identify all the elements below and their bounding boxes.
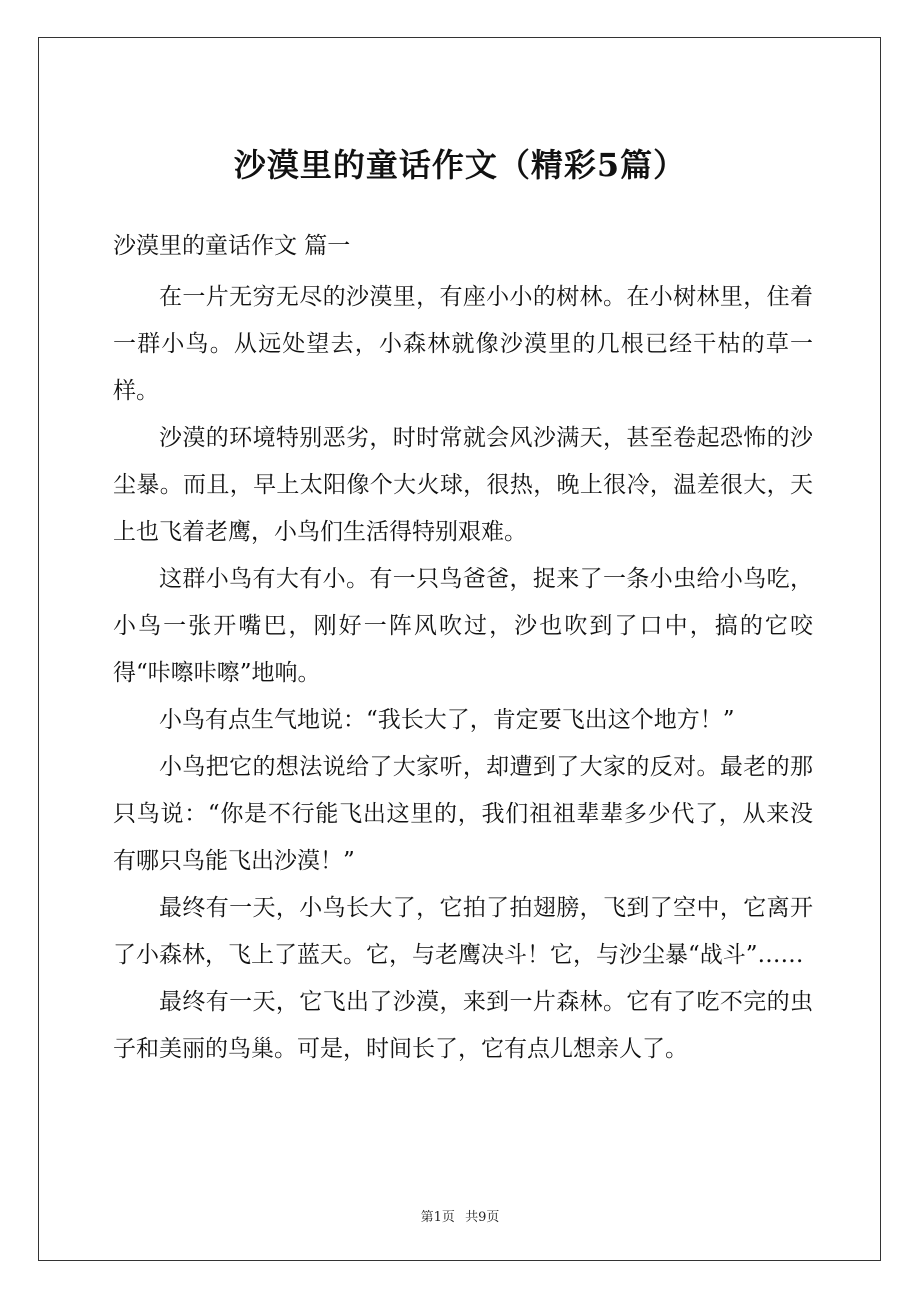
total-pages: 共9页 — [465, 1210, 500, 1225]
paragraph-2: 沙漠的环境特别恶劣，时时常就会风沙满天，甚至卷起恐怖的沙尘暴。而且，早上太阳像个大火球，很热，晚上很冷，温差很大，天上也飞着老鹰，小鸟们生活得特别艰难。 — [113, 425, 813, 545]
paragraph-6: 最终有一天，小鸟长大了，它拍了拍翅膀，飞到了空中，它离开了小森林，飞上了蓝天。它，与老鹰决斗！它，与沙尘暴“战斗”…… — [113, 895, 813, 968]
paragraph-3: 这群小鸟有大有小。有一只鸟爸爸，捉来了一条小虫给小鸟吃，小鸟一张开嘴巴，刚好一阵风吹过，沙也吹到了口中，搞的它咬得“咔嚓咔嚓”地响。 — [113, 566, 813, 686]
paragraph-7: 最终有一天，它飞出了沙漠，来到一片森林。它有了吃不完的虫子和美丽的鸟巢。可是，时间长了，它有点儿想亲人了。 — [113, 989, 813, 1062]
page-footer — [0, 1206, 920, 1225]
paragraph-1: 在一片无穷无尽的沙漠里，有座小小的树林。在小树林里，住着一群小鸟。从远处望去，小森林就像沙漠里的几根已经干枯的草一样。 — [113, 284, 813, 404]
paragraph-4: 小鸟有点生气地说：“我长大了，肯定要飞出这个地方！” — [159, 707, 735, 733]
document-body — [113, 274, 813, 1073]
paragraph-5: 小鸟把它的想法说给了大家听，却遭到了大家的反对。最老的那只鸟说：“你是不行能飞出这里的，我们祖祖辈辈多少代了，从来没有哪只鸟能飞出沙漠！” — [113, 754, 813, 874]
section-heading: 沙漠里的童话作文 篇一 — [113, 233, 351, 259]
document-title: 沙漠里的童话作文（精彩5篇） — [233, 146, 687, 184]
page-number: 第1页 — [420, 1210, 455, 1225]
